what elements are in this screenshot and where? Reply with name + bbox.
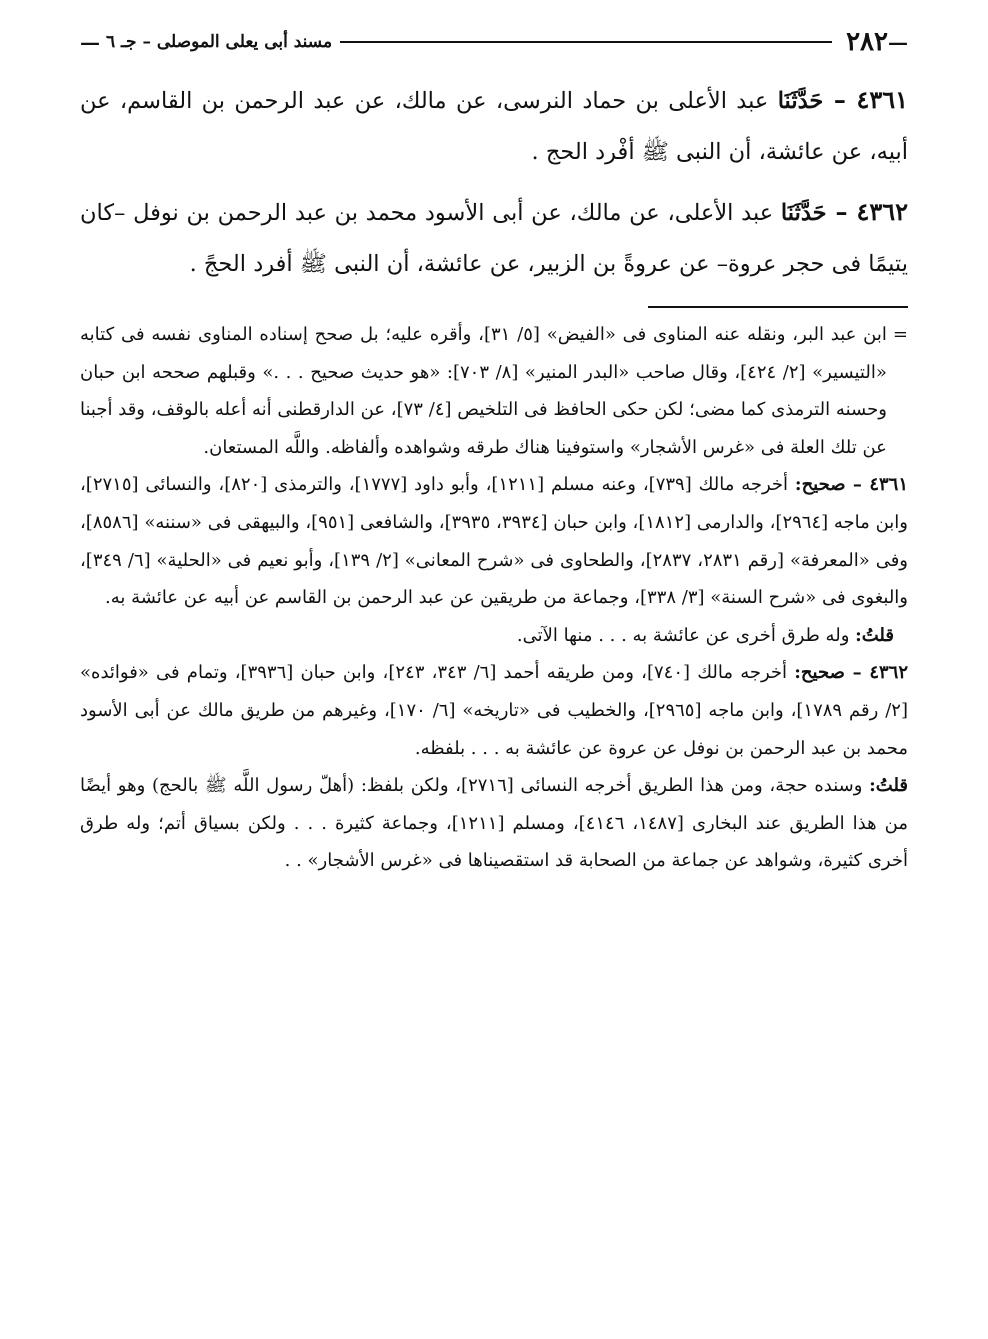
footnote-separator: [648, 306, 908, 308]
continuation-marker: =: [892, 324, 908, 345]
hadith-text: عبد الأعلى، عن مالك، عن أبى الأسود محمد بن عبد الرحمن بن نوفل –كان يتيمًا فى حجر عروة– عن عروةً بن الزبير، عن عائشة، أن النبى ﷺ أفرد الحجً .: [80, 200, 908, 277]
hadith-4361: [80, 74, 908, 178]
hadith-number: ٤٣٦١: [856, 85, 908, 114]
main-text: [80, 74, 908, 290]
hadith-separator: –: [826, 197, 857, 226]
footnote-text: أخرجه مالك [٧٤٠]، ومن طريقه أحمد [٦/ ٣٤٣، ٢٤٣]، وابن حبان [٣٩٣٦]، وتمام فى «فوائده» [٢/ رقم ١٧٨٩]، وابن ماجه [٢٩٦٥]، والخطيب فى «تاريخه» [٦/ ١٧٠]، وغيرهم من طريق مالك عن أبى الأسود محمد بن عبد الرحمن بن نوفل عن عروة عن عائشة به . . . بلفظه.: [80, 662, 908, 759]
footnotes: [80, 316, 908, 880]
hadith-number: ٤٣٦٢: [856, 197, 908, 226]
footnote-4362: [80, 654, 908, 880]
footnote-4361: [80, 466, 908, 654]
hadith-opening: حَدَّثَنَا: [777, 88, 824, 114]
hadith-opening: حَدَّثَنَا: [780, 200, 827, 226]
qultu-label: قلتُ:: [855, 624, 894, 646]
footnote-lead: ٤٣٦٢ – صحيح:: [794, 662, 908, 684]
footnote-text: ابن عبد البر، ونقله عنه المناوى فى «الفيض» [٥/ ٣١]، وأقره عليه؛ بل صحح إسناده المناوى نفسه فى كتابه «التيسير» [٢/ ٤٢٤]، وقال صاحب «البدر المنير» [٨/ ٧٠٣]: «هو حديث صحيح . . .» وقبلهم صححه ابن حبان وحسنه الترمذى كما مضى؛ لكن حكى الحافظ فى التلخيص [٤/ ٧٣]، عن الدارقطنى أنه أعله بالوقف، وقد أجبنا عن تلك العلة فى «غرس الأشجار» واستوفينا هناك طرقه وشواهده وألفاظه. واللَّه المستعان.: [80, 324, 887, 458]
running-header: [80, 22, 908, 62]
book-title: مسند أبى يعلى الموصلى – جـ ٦: [106, 32, 333, 52]
header-dash-left: —: [80, 30, 100, 54]
hadith-text: عبد الأعلى بن حماد النرسى، عن مالك، عن عبد الرحمن بن القاسم، عن أبيه، عن عائشة، أن النبى ﷺ أفْرد الحج .: [80, 88, 908, 165]
hadith-separator: –: [823, 85, 857, 114]
page: [80, 22, 908, 880]
header-dash-right: —: [888, 30, 908, 54]
page-number: ٢٨٢: [846, 27, 888, 57]
footnote-continuation: [80, 316, 908, 466]
header-rule: [340, 41, 832, 43]
hadith-4362: [80, 186, 908, 290]
footnote-lead: ٤٣٦١ – صحيح:: [794, 474, 909, 496]
qultu-text: وله طرق أخرى عن عائشة به . . . منها الآتى.: [516, 624, 856, 646]
qultu-label: قلتُ:: [869, 775, 909, 797]
footnote-text: أخرجه مالك [٧٣٩]، وعنه مسلم [١٢١١]، وأبو داود [١٧٧٧]، والترمذى [٨٢٠]، والنسائى [٢٧١٥]، وابن ماجه [٢٩٦٤]، والدارمى [١٨١٢]، وابن حبان [٣٩٣٤، ٣٩٣٥]، والشافعى [٩٥١]، والبيهقى فى «سننه» [٨٥٨٦]، وفى «المعرفة» [رقم ٢٨٣١، ٢٨٣٧]، والطحاوى فى «شرح المعانى» [٢/ ١٣٩]، وأبو نعيم فى «الحلية» [٦/ ٣٤٩]، والبغوى فى «شرح السنة» [٣/ ٣٣٨]، وجماعة من طريقين عن عبد الرحمن بن القاسم عن أبيه عن عائشة به.: [80, 474, 908, 609]
qultu-text: وسنده حجة، ومن هذا الطريق أخرجه النسائى [٢٧١٦]، ولكن بلفظ: (أهلّ رسول اللَّه ﷺ بالحج) وهو أيضًا من هذا الطريق عند البخارى [١٤٨٧، ٤١٤٦]، ومسلم [١٢١١]، وجماعة كثيرة . . . ولكن بسياق أتم؛ وله طرق أخرى كثيرة، وشواهد عن جماعة من الصحابة قد استقصيناها فى «غرس الأشجار» . .: [80, 775, 908, 872]
